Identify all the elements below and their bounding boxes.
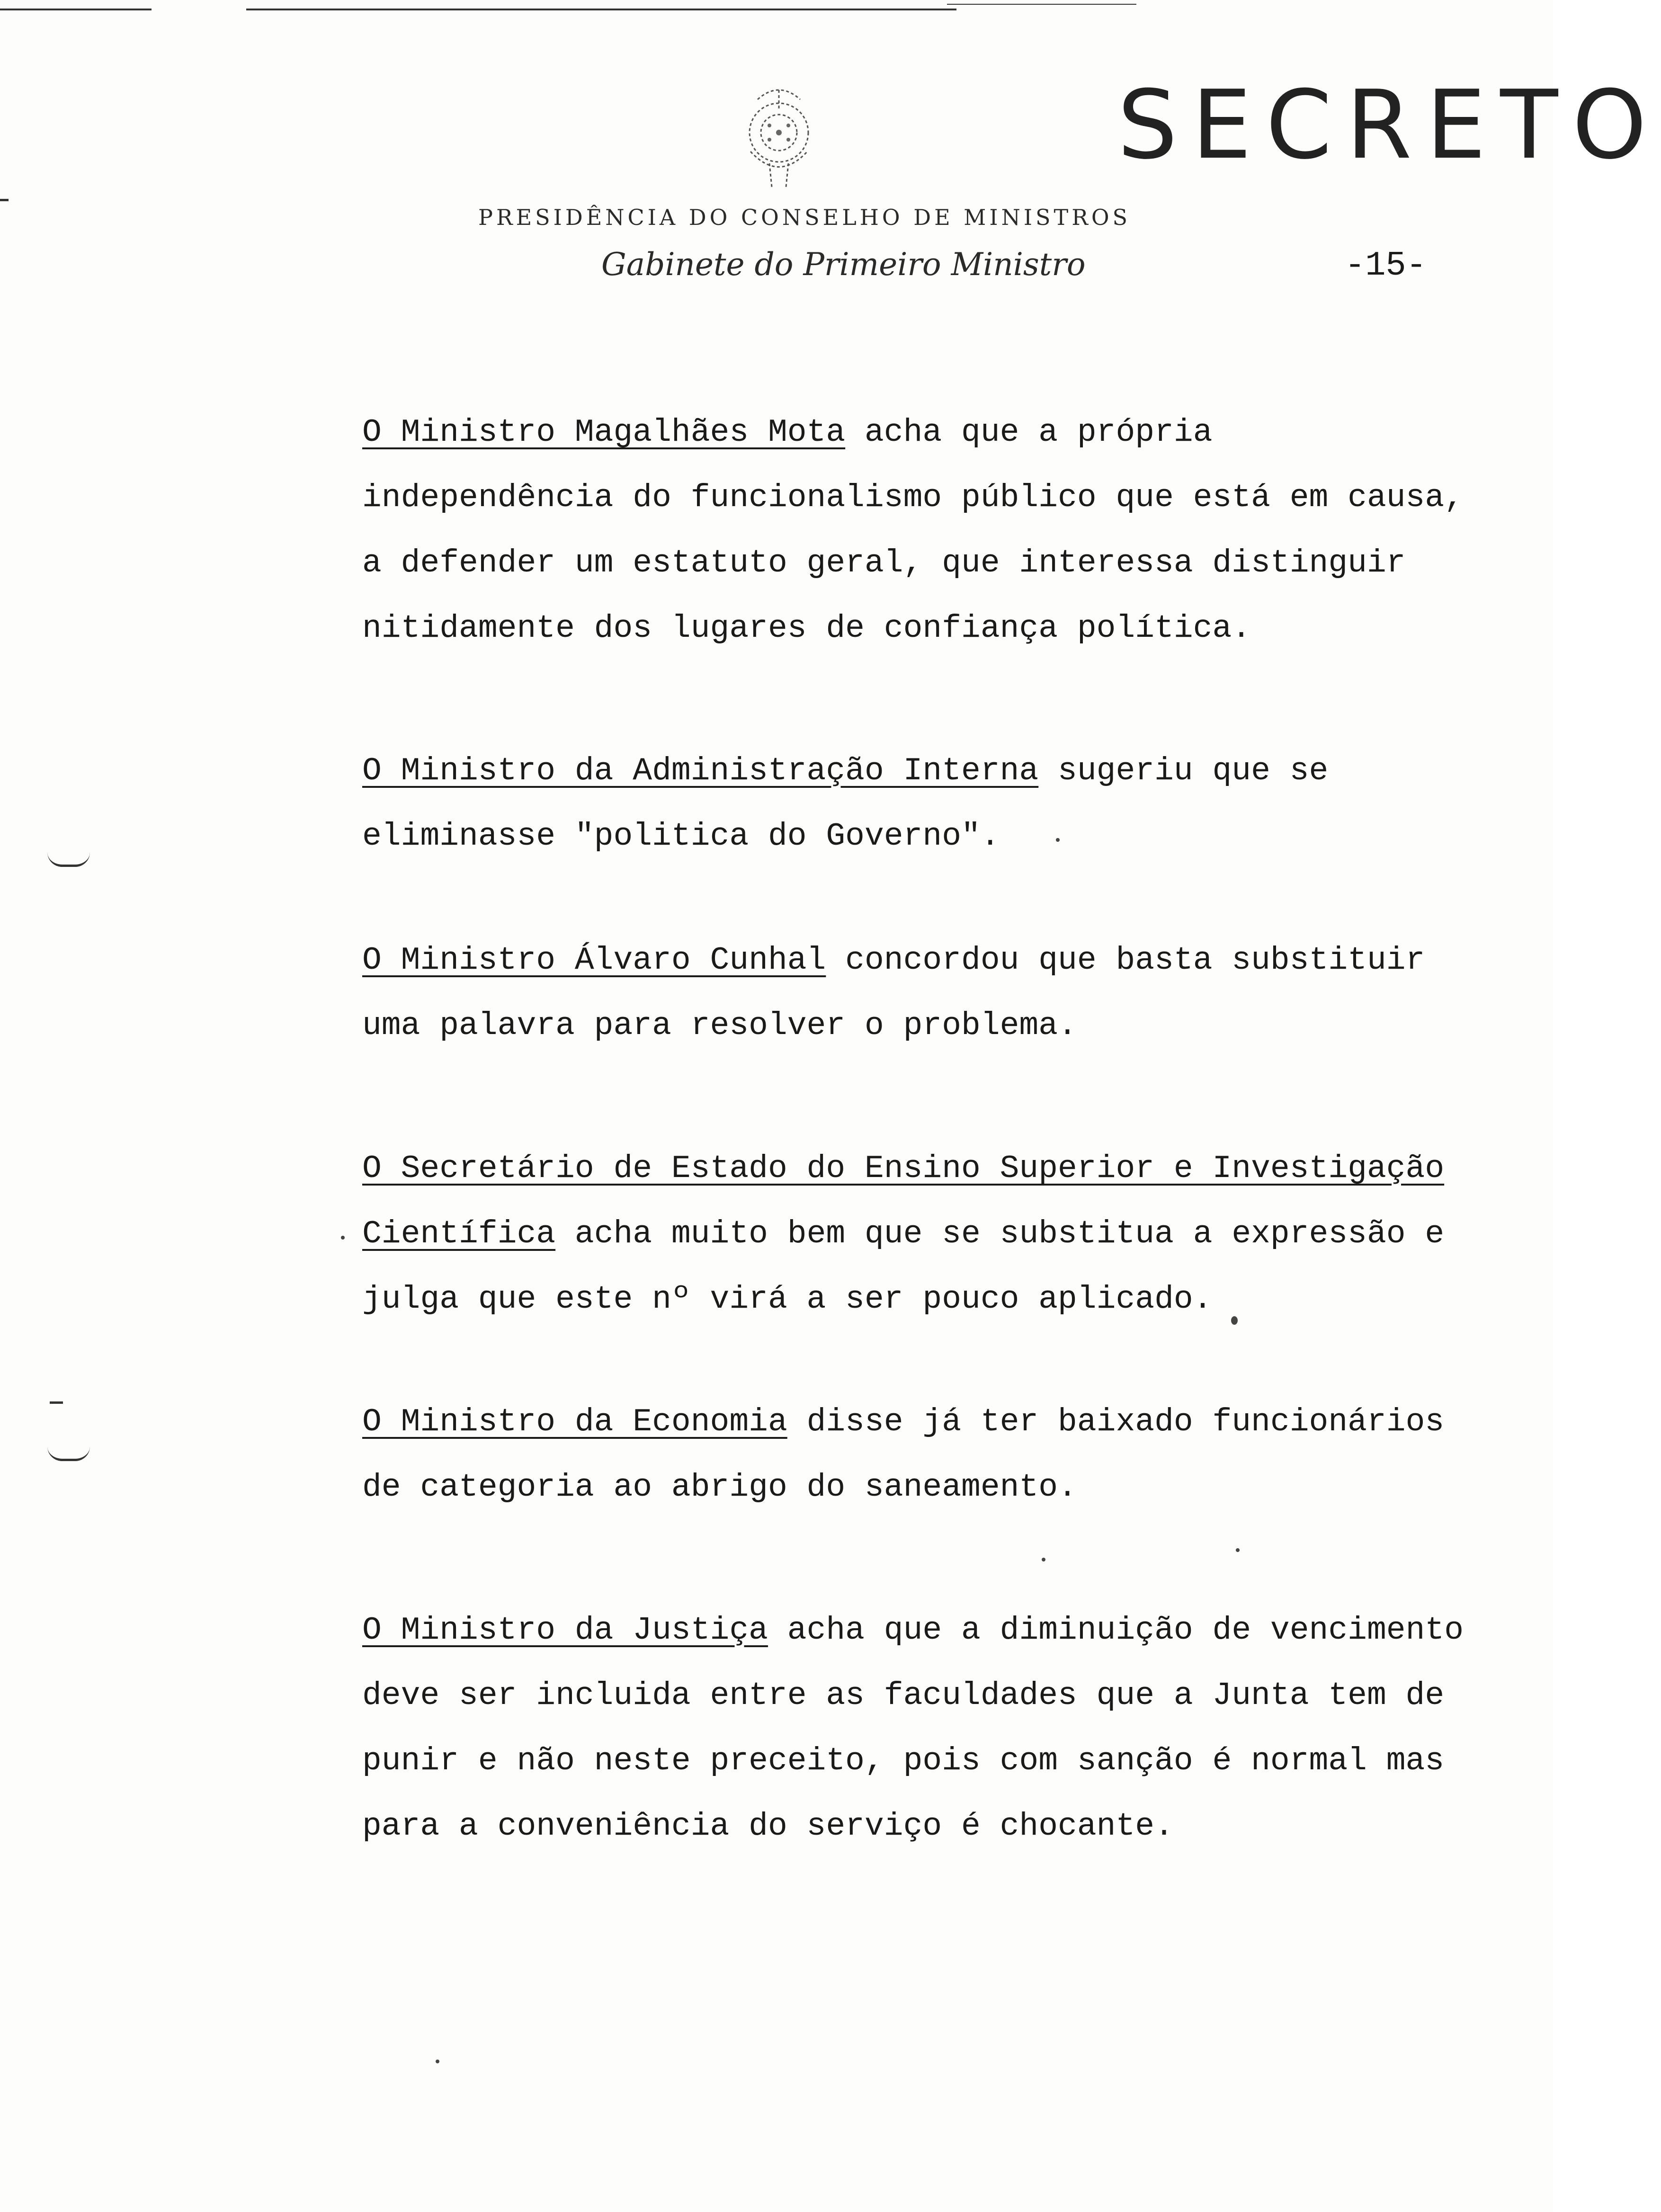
speaker-name: O Ministro Magalhães Mota bbox=[362, 414, 846, 451]
ink-speck bbox=[1236, 1548, 1240, 1552]
ink-speck bbox=[436, 2060, 439, 2063]
minutes-paragraph bbox=[362, 1598, 1470, 1859]
paragraph-text: acha muito bem que se substitua a expressão e julga que este nº virá a ser pouco aplicado. bbox=[362, 1216, 1445, 1318]
paragraph-text: acha que a própria independência do funcionalismo público que está em causa, a defender um estatuto geral, que interessa distinguir nitidamente dos lugares de confiança política. bbox=[362, 414, 1464, 647]
ink-speck bbox=[1231, 1316, 1238, 1325]
page-number: -15- bbox=[1345, 246, 1427, 285]
institution-header: PRESIDÊNCIA DO CONSELHO DE MINISTROS bbox=[478, 205, 1131, 230]
classification-stamp: SECRETO bbox=[1117, 70, 1661, 180]
minutes-paragraph bbox=[362, 928, 1470, 1059]
paragraph-text: concordou que basta substituir uma palavra para resolver o problema. bbox=[362, 942, 1425, 1044]
paragraph-text: sugeriu que se eliminasse "politica do Governo". bbox=[362, 753, 1329, 855]
minutes-paragraph bbox=[362, 1136, 1470, 1332]
ink-speck bbox=[341, 1236, 345, 1240]
margin-mark bbox=[47, 852, 90, 867]
paragraph-text: disse já ter baixado funcionários de categoria ao abrigo do saneamento. bbox=[362, 1404, 1445, 1506]
speaker-name: O Ministro da Justiça bbox=[362, 1612, 768, 1649]
top-rule bbox=[947, 4, 1136, 5]
speaker-name: O Ministro da Economia bbox=[362, 1404, 787, 1440]
minutes-paragraph bbox=[362, 739, 1470, 869]
speaker-name: O Secretário de Estado do Ensino Superior e Investigação Científica bbox=[362, 1151, 1445, 1252]
minutes-paragraph bbox=[362, 400, 1470, 661]
speaker-name: O Ministro Álvaro Cunhal bbox=[362, 942, 826, 979]
margin-mark bbox=[0, 199, 9, 201]
ink-speck bbox=[1056, 838, 1060, 842]
top-rule bbox=[0, 9, 152, 10]
ink-speck bbox=[1042, 1558, 1045, 1561]
coat-of-arms-emblem bbox=[724, 80, 833, 189]
speaker-name: O Ministro da Administração Interna bbox=[362, 753, 1039, 789]
top-rule bbox=[246, 9, 956, 10]
margin-mark bbox=[47, 1446, 90, 1461]
minutes-paragraph bbox=[362, 1390, 1470, 1520]
paragraph-text: acha que a diminuição de vencimento deve ser incluida entre as faculdades que a Junta tem de punir e não neste preceito, pois com sanção é normal mas para a conveniência do serviço é chocante. bbox=[362, 1612, 1464, 1845]
cabinet-signature-line: Gabinete do Primeiro Ministro bbox=[601, 246, 1086, 283]
margin-mark bbox=[50, 1401, 63, 1404]
